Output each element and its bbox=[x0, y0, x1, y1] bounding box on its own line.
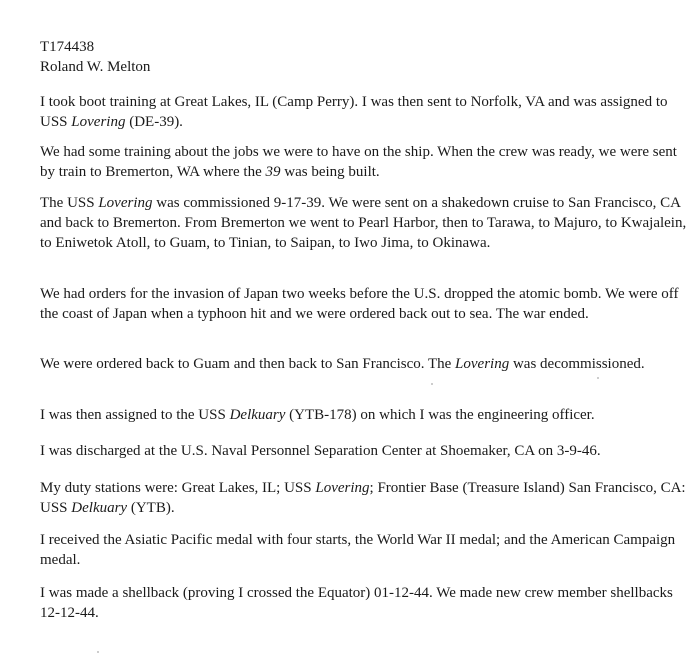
paragraph-discharge bbox=[40, 441, 688, 461]
text-run: ; Frontier Base (Treasure Island) San Francisco, CA: USS bbox=[40, 480, 686, 516]
italic-run: 39 bbox=[265, 164, 281, 180]
italic-run: Delkuary bbox=[229, 407, 286, 423]
text-run: The USS bbox=[40, 195, 99, 211]
paragraph-boot-training bbox=[40, 92, 688, 132]
document-id: T174438 bbox=[40, 39, 95, 55]
scan-speck bbox=[431, 383, 433, 385]
text-run: We had orders for the invasion of Japan two weeks before the U.S. dropped the atomic bomb. We were off the coast of Japan when a typhoon hit and we were ordered back out to sea. The war ended. bbox=[40, 286, 679, 322]
text-run: I was then assigned to the USS bbox=[40, 407, 230, 423]
paragraph-delkuary-assignment bbox=[40, 405, 688, 425]
italic-run: Delkuary bbox=[71, 500, 128, 516]
italic-run: Lovering bbox=[315, 480, 370, 496]
paragraph-duty-stations bbox=[40, 478, 688, 518]
paragraph-shellback bbox=[40, 583, 688, 623]
text-run: (DE-39). bbox=[125, 114, 183, 130]
text-run: (YTB). bbox=[127, 500, 175, 516]
text-run: was being built. bbox=[280, 164, 380, 180]
text-run: was commissioned 9-17-39. We were sent on a shakedown cruise to San Francisco, CA and back to Bremerton. From Bremerton we went to Pearl Harbor, then to Tarawa, to Majuro, to Kwajalein, to Eniwetok Atoll, to Guam, to Tinian, to Saipan, to Iwo Jima, to Okinawa. bbox=[40, 195, 687, 251]
paragraph-ship-training bbox=[40, 142, 688, 182]
scan-speck bbox=[97, 651, 99, 653]
italic-run: Lovering bbox=[98, 195, 153, 211]
text-run: I took boot training at Great Lakes, IL (Camp Perry). I was then sent to Norfolk, VA and was assigned to USS bbox=[40, 94, 668, 130]
paragraph-invasion-orders bbox=[40, 284, 688, 324]
text-run: (YTB-178) on which I was the engineering officer. bbox=[285, 407, 595, 423]
italic-run: Lovering bbox=[455, 356, 510, 372]
paragraph-commissioning bbox=[40, 193, 688, 253]
paragraph-decommissioned bbox=[40, 354, 688, 374]
text-run: We had some training about the jobs we were to have on the ship. When the crew was ready, we were sent by train to Bremerton, WA where the bbox=[40, 144, 677, 180]
scan-speck bbox=[597, 377, 599, 379]
text-run: I was made a shellback (proving I crossed the Equator) 01-12-44. We made new crew member shellbacks 12-12-44. bbox=[40, 585, 673, 621]
paragraph-medals bbox=[40, 530, 688, 570]
text-run: I was discharged at the U.S. Naval Personnel Separation Center at Shoemaker, CA on 3-9-46. bbox=[40, 443, 601, 459]
text-run: was decommissioned. bbox=[509, 356, 645, 372]
text-run: I received the Asiatic Pacific medal with four starts, the World War II medal; and the American Campaign medal. bbox=[40, 532, 676, 568]
document-header bbox=[40, 37, 150, 77]
author-name: Roland W. Melton bbox=[40, 59, 151, 75]
text-run: My duty stations were: Great Lakes, IL; USS bbox=[40, 480, 316, 496]
italic-run: Lovering bbox=[71, 114, 126, 130]
text-run: We were ordered back to Guam and then back to San Francisco. The bbox=[40, 356, 456, 372]
